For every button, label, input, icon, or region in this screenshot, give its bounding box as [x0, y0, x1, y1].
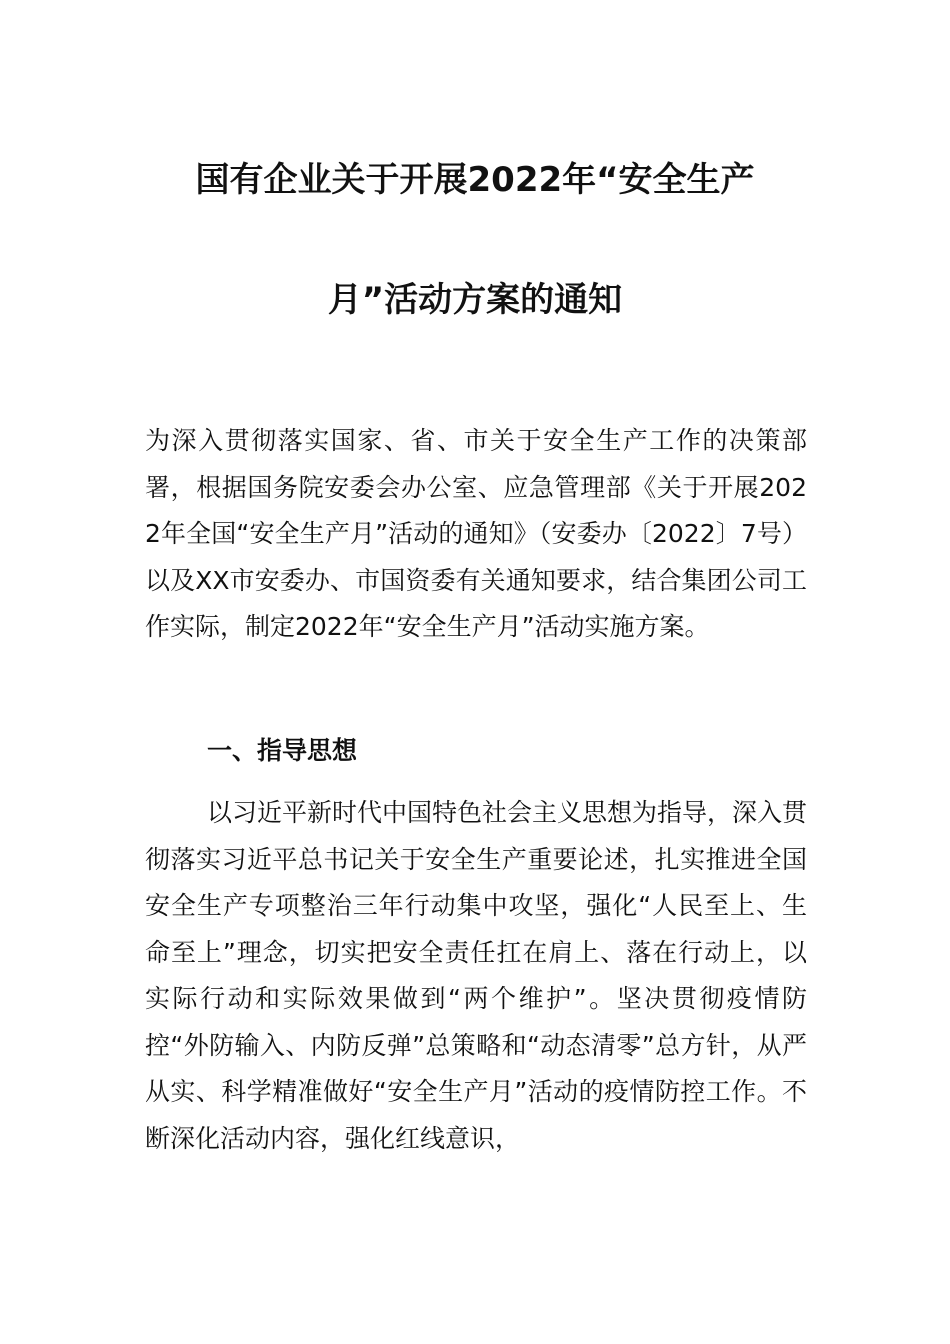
intro-paragraph: 为深入贯彻落实国家、省、市关于安全生产工作的决策部署，根据国务院安委会办公室、应急管理部《关于开展2022年全国“安全生产月”活动的通知》（安委办〔2022〕7号）以及XX市安委办、市国资委有关通知要求，结合集团公司工作实际，制定2022年“安全生产月”活动实施方案。: [145, 426, 807, 641]
document-title-line-1: 国有企业关于开展2022年“安全生产: [195, 160, 755, 200]
section-heading-guiding-ideology: 一、指导思想: [207, 736, 358, 765]
section-paragraph-guiding-ideology: 以习近平新时代中国特色社会主义思想为指导，深入贯彻落实习近平总书记关于安全生产重要论述，扎实推进全国安全生产专项整治三年行动集中攻坚，强化“人民至上、生命至上”理念，切实把安全责任扛在肩上、落在行动上，以实际行动和实际效果做到“两个维护”。坚决贯彻疫情防控“外防输入、内防反弹”总策略和“动态清零”总方针，从严从实、科学精准做好“安全生产月”活动的疫情防控工作。不断深化活动内容，强化红线意识，: [145, 798, 808, 1153]
document-title-line-2: 月”活动方案的通知: [327, 280, 623, 320]
